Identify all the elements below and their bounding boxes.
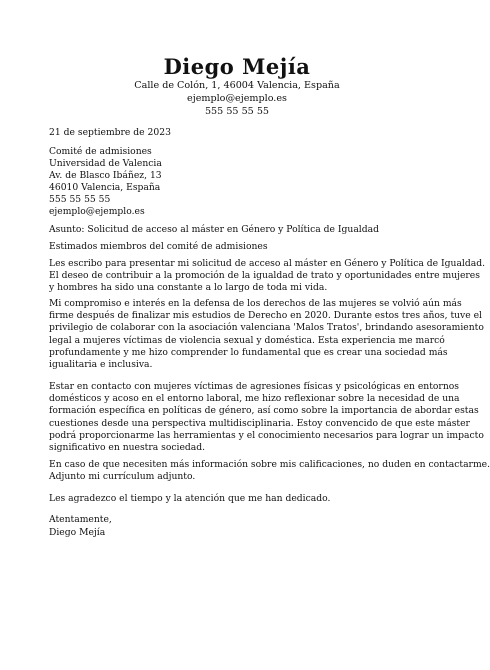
letter-date: 21 de septiembre de 2023 — [49, 127, 171, 138]
closing: Atentamente, — [49, 514, 112, 525]
recipient-line: Comité de admisiones — [49, 146, 152, 157]
subject-line: Asunto: Solicitud de acceso al máster en Género y Política de Igualdad — [49, 224, 379, 235]
sender-phone: 555 55 55 55 — [204, 106, 270, 117]
sender-address: Calle de Colón, 1, 46004 Valencia, España — [134, 80, 340, 91]
paragraph-5: Les agradezco el tiempo y la atención que me han dedicado. — [49, 493, 331, 504]
recipient-line: 46010 Valencia, España — [49, 182, 161, 193]
recipient-line: ejemplo@ejemplo.es — [49, 206, 145, 217]
paragraph-3: Estar en contacto con mujeres víctimas de agresiones físicas y psicológicas en entornos domésticos y acoso en el entorno laboral, me hizo reflexionar sobre la necesidad de una formación específica en políticas de género, así como sobre la importancia de abordar estas cuestiones desde una perspectiva multidisciplinaria. Estoy convencido de que este máster podrá proporcionarme las herramientas y el conocimiento necesarios para lograr un impacto significativo en nuestra sociedad. — [49, 381, 484, 454]
signature: Diego Mejía — [49, 527, 106, 538]
paragraph-4: En caso de que necesiten más información sobre mis calificaciones, no duden en contactarme. Adjunto mi currículum adjunto. — [49, 459, 490, 483]
recipient-line: 555 55 55 55 — [49, 194, 111, 205]
paragraph-2: Mi compromiso e interés en la defensa de los derechos de las mujeres se volvió aún más firme después de finalizar mis estudios de Derecho en 2020. Durante estos tres años, tuve el privilegio de colaborar con la asociación valenciana 'Malos Tratos', brindando asesoramiento legal a mujeres víctimas de violencia sexual y doméstica. Esta experiencia me marcó profundamente y me hizo comprender lo fundamental que es crear una sociedad más igualitaria e inclusiva. — [49, 298, 484, 371]
sender-email: ejemplo@ejemplo.es — [187, 93, 287, 104]
paragraph-1: Les escribo para presentar mi solicitud de acceso al máster en Género y Política de Igualdad. El deseo de contribuir a la promoción de la igualdad de trato y oportunidades entre mujeres y hombres ha sido una constante a lo largo de toda mi vida. — [49, 258, 486, 294]
sender-name: Diego Mejía — [163, 54, 311, 79]
recipient-line: Universidad de Valencia — [49, 158, 162, 169]
recipient-line: Av. de Blasco Ibáñez, 13 — [49, 170, 162, 181]
greeting: Estimados miembros del comité de admisiones — [49, 241, 268, 252]
recipient-block — [49, 146, 162, 218]
